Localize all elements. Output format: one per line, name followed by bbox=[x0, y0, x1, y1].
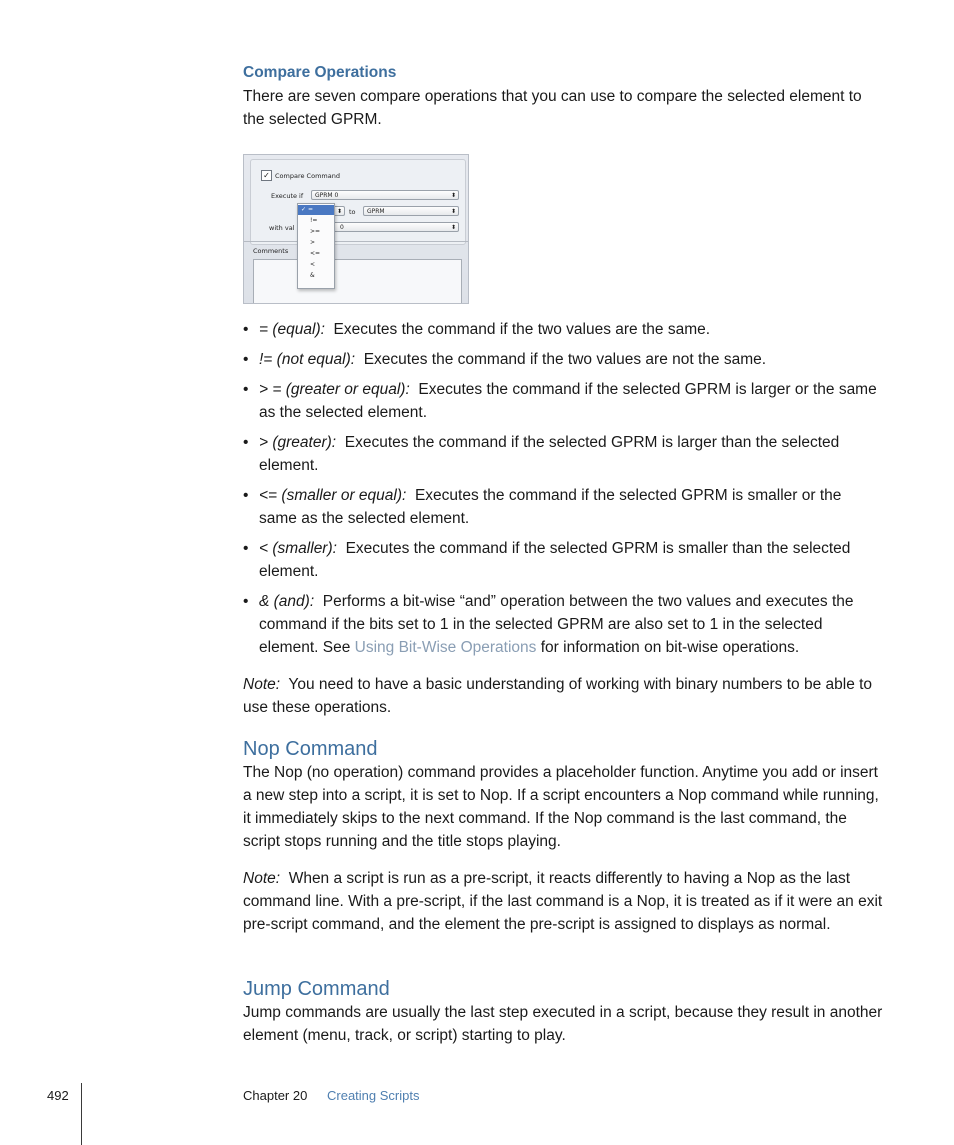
popup-arrows-icon: ⬍ bbox=[450, 224, 456, 231]
operator-menu-item: < bbox=[310, 261, 316, 268]
section-heading-compare: Compare Operations bbox=[243, 64, 397, 81]
section-heading-nop: Nop Command bbox=[243, 738, 378, 760]
execute-if-value: GPRM 0 bbox=[315, 192, 339, 199]
compare-command-screenshot bbox=[243, 154, 469, 304]
compare-checkbox: ✓ bbox=[261, 170, 272, 181]
jump-body: Jump commands are usually the last step executed in a script, because they result in another element (menu, track, or script) starting to play. bbox=[243, 1004, 883, 1044]
to-label: to bbox=[349, 208, 356, 216]
compare-command-pane bbox=[250, 159, 466, 245]
nop-body: The Nop (no operation) command provides a placeholder function. Anytime you add or insert a new step into a script, it is set to Nop. If a script encounters a Nop command while running, it immediately skips to the next command. If the Nop command is the last command, the script stops running and the title stops playing. bbox=[243, 764, 879, 850]
pane-divider bbox=[244, 241, 469, 242]
to-value: GPRM bbox=[367, 208, 385, 215]
footer-divider bbox=[81, 1083, 82, 1145]
to-popup bbox=[363, 206, 459, 216]
footer-chapter: Chapter 20 bbox=[243, 1088, 308, 1103]
note-pre-script: Note: When a script is run as a pre-script, it reacts differently to having a Nop as the last command line. With a pre-script, if the last command is a Nop, it is treated as if it were an exit pre-script command, and the element the pre-script is assigned to displays as normal. bbox=[243, 870, 883, 933]
comments-field bbox=[253, 259, 462, 304]
page-number: 492 bbox=[47, 1088, 69, 1103]
execute-if-popup bbox=[311, 190, 459, 200]
bitwise-operations-link[interactable]: Using Bit-Wise Operations bbox=[354, 639, 537, 656]
popup-arrows-icon: ⬍ bbox=[336, 208, 342, 215]
footer-chapter-title-link[interactable]: Creating Scripts bbox=[327, 1088, 420, 1103]
operator-menu-item: >= bbox=[310, 228, 321, 235]
operator-menu-item: ✓ = bbox=[298, 205, 334, 215]
section-heading-jump: Jump Command bbox=[243, 978, 390, 1000]
with-value-value: 0 bbox=[340, 224, 344, 231]
popup-arrows-icon: ⬍ bbox=[450, 208, 456, 215]
operator-menu-item: != bbox=[310, 217, 318, 224]
operator-menu-item: > bbox=[310, 239, 316, 246]
operator-menu bbox=[297, 203, 335, 289]
operator-menu-item: <= bbox=[310, 250, 321, 257]
popup-arrows-icon: ⬍ bbox=[450, 192, 456, 199]
compare-intro: There are seven compare operations that you can use to compare the selected element to the selected GPRM. bbox=[243, 88, 862, 128]
comments-label: Comments bbox=[253, 247, 289, 255]
operator-menu-item: & bbox=[310, 272, 315, 279]
compare-checkbox-label: Compare Command bbox=[275, 172, 340, 180]
with-value-label: with val bbox=[269, 224, 295, 232]
execute-if-label: Execute if bbox=[271, 192, 304, 200]
note-binary: Note: You need to have a basic understanding of working with binary numbers to be able to use these operations. bbox=[243, 676, 873, 716]
